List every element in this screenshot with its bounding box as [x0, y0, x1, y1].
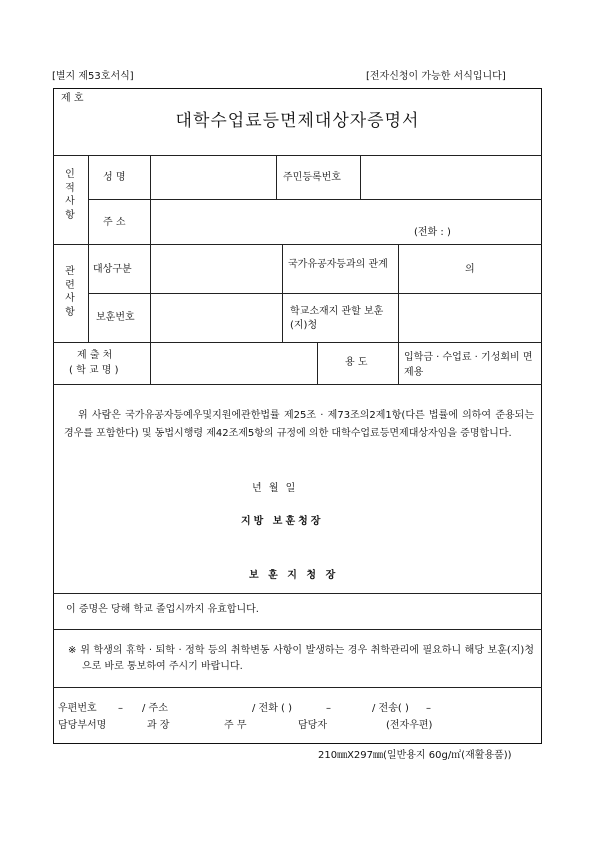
divider — [360, 155, 361, 200]
divider — [282, 244, 283, 342]
purpose-value: 입학금 · 수업료 · 기성회비 면제용 — [404, 352, 533, 378]
phone-label: (전화 : ) — [414, 227, 451, 238]
divider — [150, 155, 151, 384]
paper-size-note: 210㎜X297㎜(일반용지 60g/㎡(재활용품)) — [318, 750, 512, 761]
relation-label: 국가유공자등과의 관계 — [288, 259, 388, 270]
footer-fax-label: / 전송( ) — [372, 703, 409, 714]
certification-text: 위 사람은 국가유공자등예우및지원에관한법률 제25조 · 제73조의2제1항(다른 법률에 의하여 준용되는 경우를 포함한다) 및 동법시행령 제42조제5항의 규정에 의한 대학수업료등면제대상자임을 증명합니다. — [64, 410, 534, 439]
veteran-number-label: 보훈번호 — [96, 312, 135, 323]
name-label: 성 명 — [103, 172, 126, 183]
postal-code-dash: – — [118, 703, 123, 714]
divider — [88, 155, 89, 342]
footer-address-label: / 주소 — [142, 703, 168, 714]
document-number-label: 제 호 — [61, 93, 84, 104]
divider — [398, 342, 399, 384]
relation-section-label: 관련사항 — [65, 266, 75, 318]
destination-label: 제 출 처 — [77, 350, 113, 361]
divider — [53, 342, 542, 343]
divider — [53, 593, 542, 594]
postal-code-label: 우편번호 — [58, 703, 97, 714]
divider — [53, 384, 542, 385]
footer-fax-dash: – — [426, 703, 431, 714]
school-label: ( 학 교 명 ) — [69, 365, 119, 376]
staff-label: 담당자 — [298, 720, 327, 731]
electronic-mail-label: (전자우편) — [386, 720, 433, 731]
purpose-label: 용 도 — [345, 357, 368, 368]
office-label: 학교소재지 관할 보훈(지)청 — [290, 306, 384, 331]
footer-phone-dash: – — [326, 703, 331, 714]
footer-phone-label: / 전화 ( ) — [252, 703, 293, 714]
target-type-label: 대상구분 — [93, 264, 132, 275]
divider — [276, 155, 277, 200]
issuer-branch-office: 보 훈 지 청 장 — [249, 570, 339, 581]
document-title: 대학수업료등면제대상자증명서 — [175, 111, 420, 131]
issuer-regional-office: 지방 보훈청장 — [241, 516, 324, 527]
divider — [317, 342, 318, 384]
date-line: 년 월 일 — [252, 483, 296, 494]
notice-text: ※ 위 학생의 휴학 · 퇴학 · 정학 등의 취학변동 사항이 발생하는 경우 취학관리에 필요하니 해당 보훈(지)청으로 바로 통보하여 주시기 바랍니다. — [68, 645, 534, 672]
relation-suffix: 의 — [465, 264, 475, 275]
divider — [53, 155, 542, 156]
department-label: 담당부서명 — [58, 720, 107, 731]
identity-section-label: 인적사항 — [65, 169, 75, 221]
chief-label: 주 무 — [224, 720, 247, 731]
divider — [53, 687, 542, 688]
address-label: 주 소 — [103, 217, 126, 228]
divider — [88, 293, 542, 294]
electronic-note: [전자신청이 가능한 서식입니다] — [366, 71, 506, 82]
divider — [53, 629, 542, 630]
divider — [53, 244, 542, 245]
form-number: [별지 제53호서식] — [52, 71, 134, 82]
validity-text: 이 증명은 당해 학교 졸업시까지 유효합니다. — [66, 604, 259, 615]
manager-label: 과 장 — [147, 720, 170, 731]
divider — [398, 244, 399, 342]
divider — [88, 199, 542, 200]
resident-number-label: 주민등록번호 — [283, 172, 341, 183]
